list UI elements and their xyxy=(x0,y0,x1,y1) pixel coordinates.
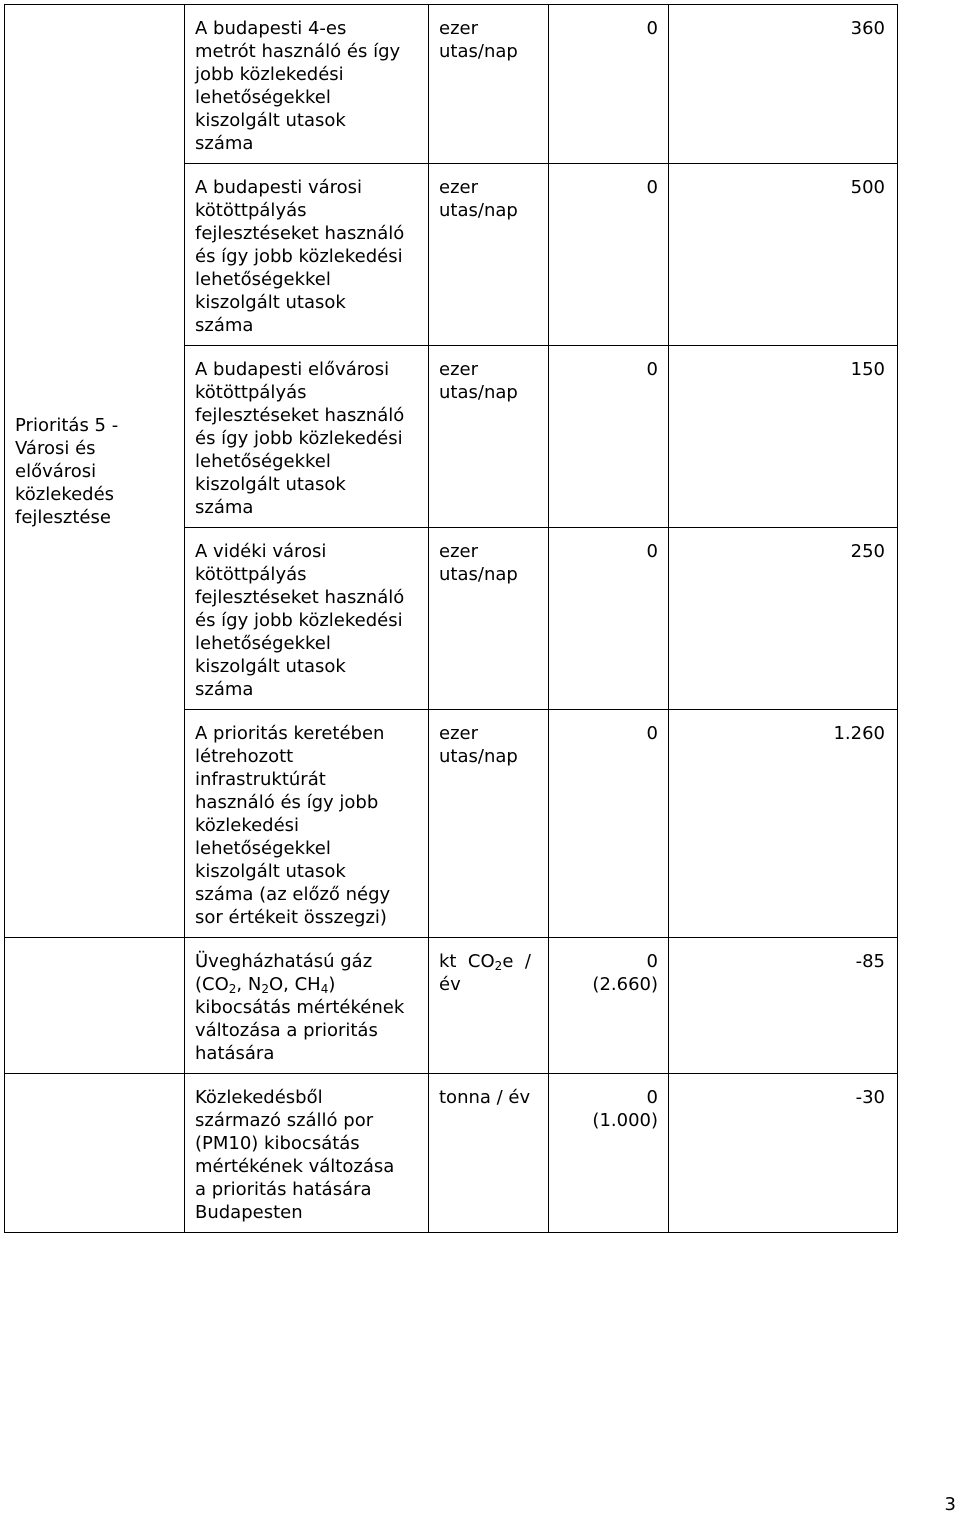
indicator-name-cell xyxy=(185,346,429,528)
indicator-name-cell xyxy=(185,1074,429,1233)
indicator-unit: ezer utas/nap xyxy=(439,177,518,221)
indicator-name-cell xyxy=(185,164,429,346)
unit-cell xyxy=(429,938,549,1074)
unit-cell xyxy=(429,164,549,346)
baseline-note: (2.660) xyxy=(592,974,658,995)
baseline-cell xyxy=(549,346,669,528)
indicator-name: A vidéki városi kötöttpályás fejlesztéseket használó és így jobb közlekedési lehetőségekkel kiszolgált utasok száma xyxy=(195,541,405,700)
target-cell xyxy=(669,528,898,710)
empty-priority-cell xyxy=(5,1074,185,1233)
baseline-value: 0 xyxy=(646,951,658,972)
target-cell xyxy=(669,710,898,938)
indicator-name: A prioritás keretében létrehozott infrastruktúrát használó és így jobb közlekedési lehetőségekkel kiszolgált utasok száma (az előző négy sor értékeit összegzi) xyxy=(195,723,391,928)
indicator-unit: ezer utas/nap xyxy=(439,359,518,403)
target-value: -30 xyxy=(855,1087,885,1108)
baseline-cell xyxy=(549,164,669,346)
baseline-cell xyxy=(549,938,669,1074)
baseline-value: 0 xyxy=(646,18,658,39)
table-row xyxy=(5,5,898,164)
indicator-unit: ezer utas/nap xyxy=(439,723,518,767)
target-value: 360 xyxy=(850,18,885,39)
target-cell xyxy=(669,1074,898,1233)
baseline-value: 0 xyxy=(646,177,658,198)
baseline-value: 0 xyxy=(646,1087,658,1108)
indicator-unit: ezer utas/nap xyxy=(439,18,518,62)
unit-cell xyxy=(429,710,549,938)
indicator-unit: tonna / év xyxy=(439,1087,531,1108)
page-number: 3 xyxy=(944,1494,956,1515)
target-value: 1.260 xyxy=(833,723,885,744)
target-value: 150 xyxy=(850,359,885,380)
indicator-name-cell xyxy=(185,5,429,164)
unit-cell xyxy=(429,528,549,710)
indicator-table xyxy=(4,4,898,1233)
baseline-cell xyxy=(549,528,669,710)
baseline-cell xyxy=(549,5,669,164)
priority-label: Prioritás 5 - Városi és elővárosi közlekedés fejlesztése xyxy=(15,414,119,528)
table-row xyxy=(5,1074,898,1233)
baseline-value: 0 xyxy=(646,359,658,380)
indicator-name: Üvegházhatású gáz ($CO_2$, $N_2O$, $CH_4$) kibocsátás mértékének változása a prioritás hatására xyxy=(195,951,405,1064)
indicator-name-cell xyxy=(185,710,429,938)
empty-priority-cell xyxy=(5,938,185,1074)
target-cell xyxy=(669,938,898,1074)
table-row xyxy=(5,938,898,1074)
priority-cell xyxy=(5,5,185,938)
target-cell xyxy=(669,346,898,528)
target-value: 500 xyxy=(850,177,885,198)
indicator-unit: ezer utas/nap xyxy=(439,541,518,585)
indicator-unit: kt $CO_2e$ / év xyxy=(439,951,531,995)
target-cell xyxy=(669,5,898,164)
baseline-cell xyxy=(549,1074,669,1233)
indicator-name: A budapesti városi kötöttpályás fejlesztéseket használó és így jobb közlekedési lehetőségekkel kiszolgált utasok száma xyxy=(195,177,405,336)
unit-cell xyxy=(429,5,549,164)
indicator-name-cell xyxy=(185,528,429,710)
unit-cell xyxy=(429,1074,549,1233)
target-value: 250 xyxy=(850,541,885,562)
target-cell xyxy=(669,164,898,346)
indicator-name: A budapesti 4-es metrót használó és így jobb közlekedési lehetőségekkel kiszolgált utasok száma xyxy=(195,18,401,154)
baseline-note: (1.000) xyxy=(592,1110,658,1131)
indicator-name: A budapesti elővárosi kötöttpályás fejlesztéseket használó és így jobb közlekedési lehetőségekkel kiszolgált utasok száma xyxy=(195,359,405,518)
indicator-name-cell xyxy=(185,938,429,1074)
unit-cell xyxy=(429,346,549,528)
indicator-name: Közlekedésből származó szálló por (PM10) kibocsátás mértékének változása a prioritás hatására Budapesten xyxy=(195,1087,395,1223)
baseline-value: 0 xyxy=(646,541,658,562)
baseline-cell xyxy=(549,710,669,938)
target-value: -85 xyxy=(855,951,885,972)
baseline-value: 0 xyxy=(646,723,658,744)
